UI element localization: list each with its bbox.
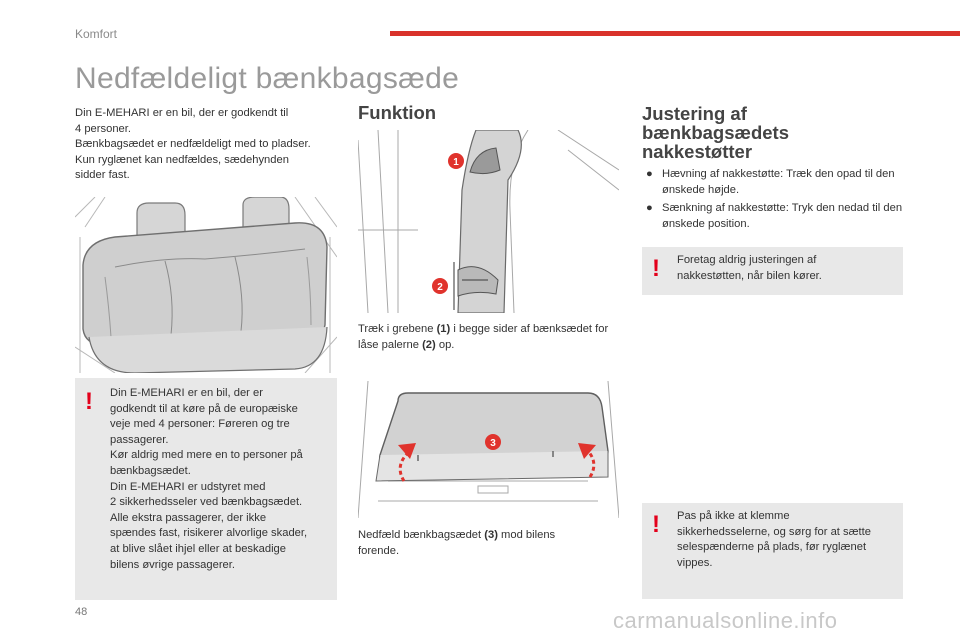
caption2-post: mod bilens forende.	[358, 529, 556, 557]
latch-lever-illustration	[358, 130, 619, 313]
warning-box-passengers	[75, 378, 337, 600]
page-title: Nedfældeligt bænkbagsæde	[75, 62, 460, 95]
caption2-ref: (3)	[484, 529, 498, 541]
caption1-mid: i begge sider af bænksædet for låse palerne	[358, 323, 609, 351]
bullet-lower-text: Sænkning af nakkestøtte: Tryk den nedad til den ønskede position.	[662, 202, 903, 230]
intro-text	[75, 106, 350, 184]
page-number: 48	[75, 606, 88, 618]
fold-backrest-drawing	[358, 381, 619, 518]
intro-paragraph-2: Bænkbagsædet er nedfældeligt med to pladser. Kun ryglænet kan nedfældes, sædehynden sidder fast.	[75, 138, 311, 181]
header-accent-bar	[390, 31, 960, 36]
list-item	[642, 166, 907, 198]
warning-text-passengers: Din E-MEHARI er en bil, der er godkendt til at køre på de europæiske veje med 4 personer: Føreren og tre passagerer. Kør aldrig med mere en to personer på bænkbagsædet. Din E-MEHARI er udstyret med 2 sikkerhedsseler ved bænkbagsædet. Alle ekstra passagerer, der ikke spændes fast, risikerer alvorlige skader, at blive slået ihjel eller at beskadige bilens øvrige passagerer.	[110, 387, 308, 571]
funktion-heading: Funktion	[358, 102, 437, 123]
latch-lever-drawing	[358, 130, 619, 313]
callout-1-label: 1	[453, 157, 459, 168]
callout-2-label: 2	[437, 282, 443, 293]
warning-text-driving: Foretag aldrig justeringen af nakkestøtten, når bilen kører.	[677, 254, 822, 282]
caption-fold-backrest	[358, 527, 598, 559]
warning-box-driving	[642, 247, 903, 295]
headrest-adjust-list	[642, 166, 907, 234]
fold-backrest-illustration	[358, 381, 619, 518]
caption1-ref-2: (2)	[422, 339, 436, 351]
rear-bench-drawing	[75, 197, 337, 373]
section-label: Komfort	[75, 27, 118, 41]
bullet-icon: ●	[646, 202, 653, 214]
justering-heading: Justering af bænkbagsædets nakkestøtter	[642, 103, 790, 162]
caption1-pre: Træk i grebene	[358, 323, 437, 335]
bullet-raise-text: Hævning af nakkestøtte: Træk den opad til den ønskede højde.	[662, 168, 895, 196]
caption2-pre: Nedfæld bænkbagsædet	[358, 529, 485, 541]
caption1-post: op.	[435, 339, 455, 351]
warning-box-belts	[642, 503, 903, 599]
warning-text-belts: Pas på ikke at klemme sikkerhedsselerne, og sørg for at sætte selespænderne på plads, før ryglænet vippes.	[677, 510, 872, 569]
intro-paragraph-1: Din E-MEHARI er en bil, der er godkendt til 4 personer.	[75, 107, 289, 135]
warning-exclamation-icon: !	[652, 511, 660, 538]
rear-bench-illustration	[75, 197, 337, 373]
watermark: carmanualsonline.info	[613, 608, 838, 633]
warning-exclamation-icon: !	[652, 255, 660, 282]
bullet-icon: ●	[646, 168, 653, 180]
caption-release-latches	[358, 321, 620, 353]
warning-exclamation-icon: !	[85, 388, 93, 415]
callout-3-label: 3	[490, 438, 496, 449]
caption1-ref-1: (1)	[436, 323, 451, 335]
list-item	[642, 200, 907, 232]
